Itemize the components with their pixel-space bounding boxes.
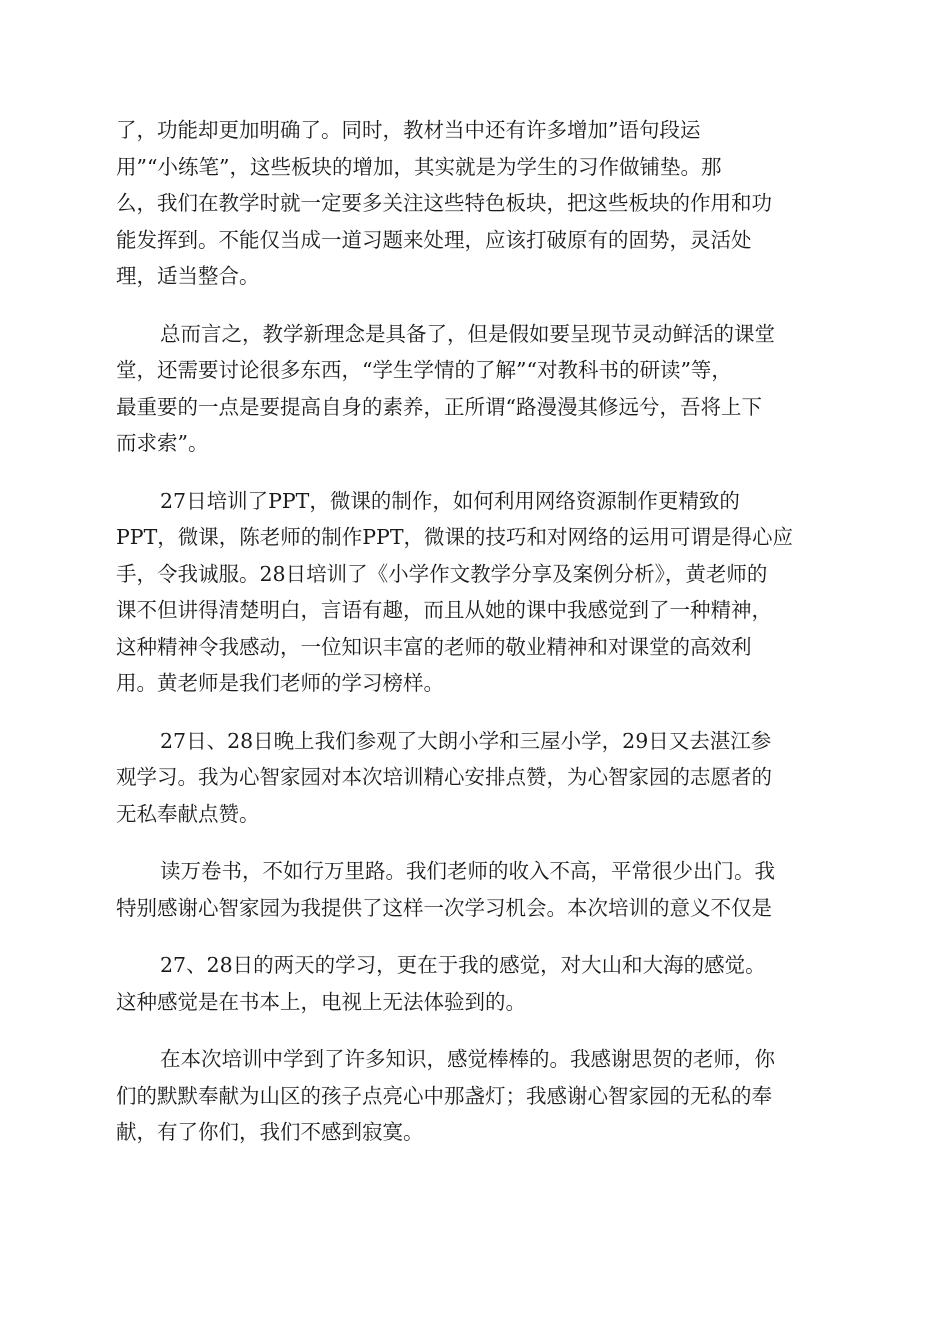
paragraph-line: 用。黄老师是我们老师的学习榜样。	[116, 671, 444, 695]
paragraph-2	[116, 316, 836, 462]
paragraph-line: 手，令我诚服。28日培训了《小学作文教学分享及案例分析》，黄老师的	[116, 561, 768, 586]
paragraph-line: 用”“小练笔”，这些板块的增加，其实就是为学生的习作做铺垫。那	[116, 154, 722, 179]
paragraph-line: 特别感谢心智家园为我提供了这样一次学习机会。本次培训的意义不仅是	[116, 895, 772, 920]
document-body	[116, 112, 836, 1172]
paragraph-3	[116, 483, 836, 702]
paragraph-line: 这种精神令我感动，一位知识丰富的老师的敬业精神和对课堂的高效利	[116, 634, 752, 659]
paragraph-7	[116, 1041, 836, 1151]
paragraph-line: 27日、28日晚上我们参观了大朗小学和三屋小学，29日又去湛江参	[160, 728, 772, 753]
paragraph-line: 理，适当整合。	[116, 264, 260, 288]
paragraph-line: 课不但讲得清楚明白，言语有趣，而且从她的课中我感觉到了一种精神，	[116, 598, 772, 622]
paragraph-line: 么，我们在教学时就一定要多关注这些特色板块，把这些板块的作用和功	[116, 191, 772, 215]
paragraph-line: 读万卷书，不如行万里路。我们老师的收入不高，平常很少出门。我	[160, 859, 775, 883]
paragraph-line: 27日培训了PPT，微课的制作，如何利用网络资源制作更精致的	[160, 488, 740, 513]
paragraph-line: 献，有了你们，我们不感到寂寞。	[116, 1120, 424, 1144]
paragraph-line: 们的默默奉献为山区的孩子点亮心中那盏灯；我感谢心智家园的无私的奉	[116, 1083, 772, 1108]
paragraph-line: 堂，还需要讨论很多东西，“学生学情的了解”“对教科书的研读”等，	[116, 358, 732, 382]
paragraph-line: 了，功能却更加明确了。同时，教材当中还有许多增加”语句段运	[116, 118, 701, 142]
paragraph-line: 观学习。我为心智家园对本次培训精心安排点赞，为心智家园的志愿者的	[116, 765, 772, 789]
paragraph-4	[116, 723, 836, 833]
paragraph-6	[116, 947, 836, 1020]
paragraph-line: 最重要的一点是要提高自身的素养，正所谓“路漫漫其修远兮，吾将上下	[116, 394, 762, 419]
paragraph-line: 能发挥到。不能仅当成一道习题来处理，应该打破原有的固势，灵活处	[116, 227, 752, 252]
paragraph-line: 无私奉献点赞。	[116, 801, 260, 826]
paragraph-line: 27、28日的两天的学习，更在于我的感觉，对大山和大海的感觉。	[160, 953, 766, 977]
paragraph-line: 而求索”。	[116, 431, 209, 455]
paragraph-line: 总而言之，教学新理念是具备了，但是假如要呈现节灵动鲜活的课堂	[160, 321, 775, 346]
paragraph-5	[116, 853, 836, 926]
paragraph-line: PPT，微课，陈老师的制作PPT，微课的技巧和对网络的运用可谓是得心应	[116, 525, 794, 549]
paragraph-line: 这种感觉是在书本上，电视上无法体验到的。	[116, 989, 526, 1014]
paragraph-line: 在本次培训中学到了许多知识，感觉棒棒的。我感谢思贺的老师，你	[160, 1047, 775, 1071]
paragraph-1	[116, 112, 836, 295]
